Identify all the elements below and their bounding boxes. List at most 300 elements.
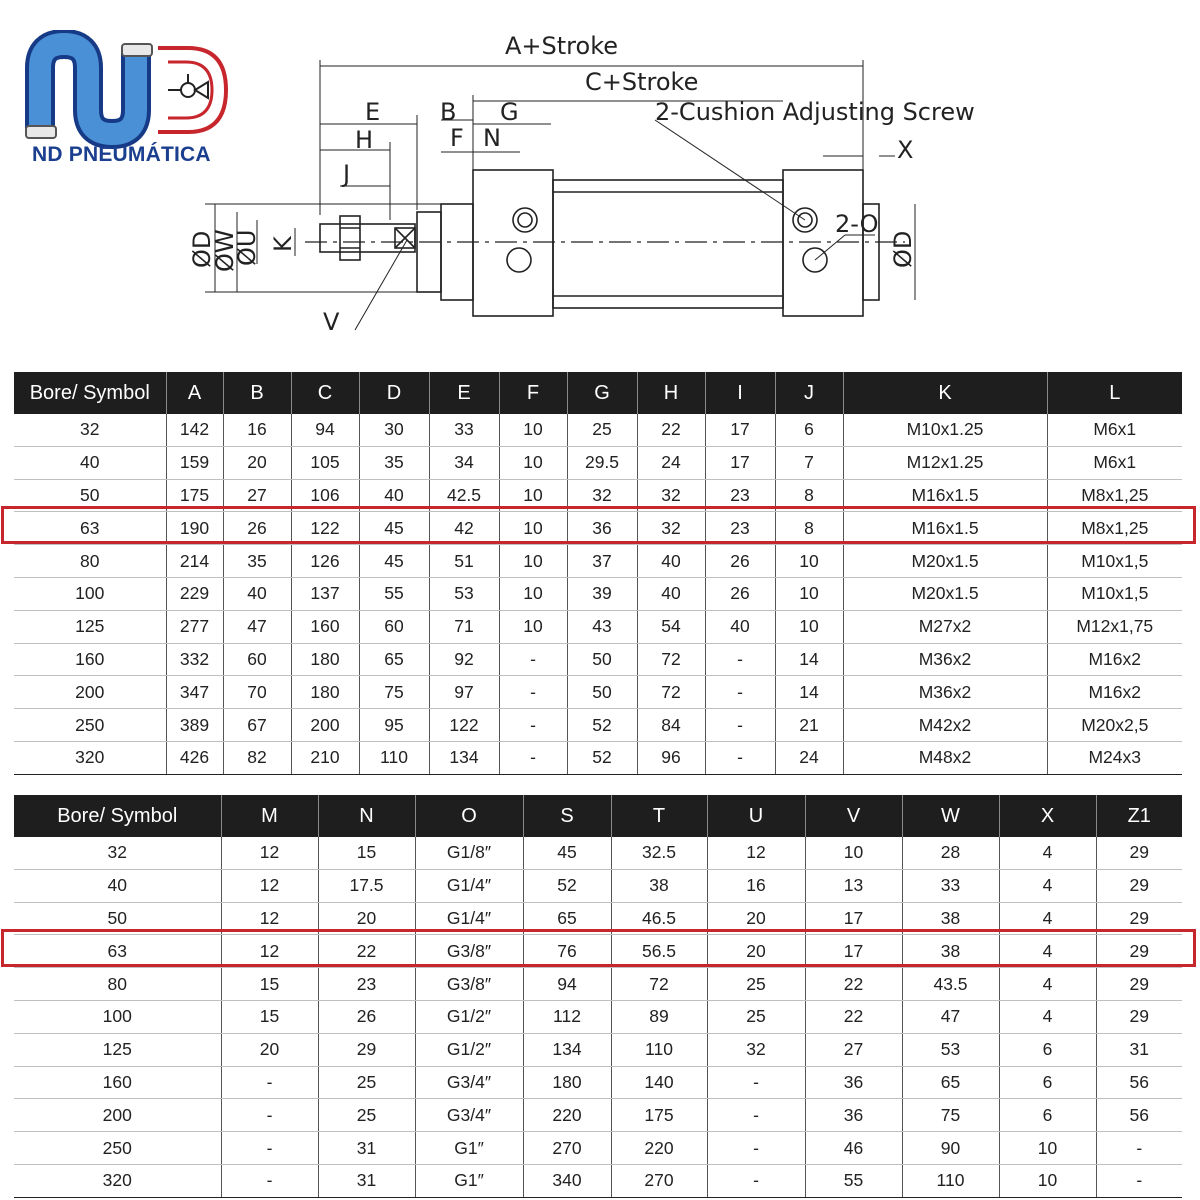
table-cell: 17.5 [318, 869, 415, 902]
table-cell: 100 [14, 577, 166, 610]
table-cell: 42 [429, 512, 499, 545]
table-cell: 94 [523, 968, 611, 1001]
table-cell: 17 [805, 935, 902, 968]
table-cell: 7 [775, 446, 843, 479]
table-cell: M6x1 [1047, 414, 1182, 446]
table-cell: 17 [805, 902, 902, 935]
table-cell: 32 [637, 512, 705, 545]
table-row [14, 968, 1182, 1001]
table-cell: 92 [429, 643, 499, 676]
table-cell: 40 [637, 577, 705, 610]
table-cell: 12 [221, 869, 318, 902]
table-cell: 15 [221, 1000, 318, 1033]
table-cell: M36x2 [843, 676, 1047, 709]
column-header: I [705, 372, 775, 414]
table-cell: 4 [999, 935, 1096, 968]
table-cell: 320 [14, 1164, 221, 1197]
table-row [14, 1164, 1182, 1197]
table-cell: 122 [291, 512, 359, 545]
table-cell: 110 [611, 1033, 707, 1066]
table-cell: 6 [999, 1099, 1096, 1132]
table-cell: 270 [611, 1164, 707, 1197]
table-cell: 80 [14, 968, 221, 1001]
table-cell: 29 [1096, 902, 1182, 935]
table-cell: 35 [359, 446, 429, 479]
table-cell: 31 [318, 1164, 415, 1197]
table-cell: 53 [902, 1033, 999, 1066]
table-cell: - [1096, 1132, 1182, 1165]
table-cell: 40 [14, 869, 221, 902]
table-cell: 10 [499, 545, 567, 578]
table-cell: 43 [567, 610, 637, 643]
table-cell: 32 [14, 414, 166, 446]
column-header: G [567, 372, 637, 414]
table-cell: 22 [637, 414, 705, 446]
table-cell: - [221, 1099, 318, 1132]
table-cell: M16x2 [1047, 643, 1182, 676]
column-header: M [221, 795, 318, 837]
table-cell: 200 [14, 1099, 221, 1132]
table-cell: 40 [637, 545, 705, 578]
table-cell: M6x1 [1047, 446, 1182, 479]
label-u: ØU [233, 229, 261, 266]
table-cell: 31 [1096, 1033, 1182, 1066]
table-cell: 33 [902, 869, 999, 902]
table-cell: G3/8″ [415, 968, 523, 1001]
table-cell: 29 [1096, 1000, 1182, 1033]
table-cell: 270 [523, 1132, 611, 1165]
table-cell: 4 [999, 837, 1096, 869]
table-cell: 40 [223, 577, 291, 610]
table-row [14, 837, 1182, 869]
table-cell: 31 [318, 1132, 415, 1165]
table-cell: 52 [567, 741, 637, 774]
table-cell: 4 [999, 902, 1096, 935]
table-cell: - [705, 676, 775, 709]
table-cell: - [221, 1164, 318, 1197]
table-cell: 32 [707, 1033, 805, 1066]
label-x: X [897, 136, 914, 164]
table-row [14, 512, 1182, 545]
table-cell: M20x1.5 [843, 577, 1047, 610]
label-g: G [500, 98, 519, 126]
table-cell: 100 [14, 1000, 221, 1033]
table-cell: G1/8″ [415, 837, 523, 869]
table-cell: 90 [902, 1132, 999, 1165]
table-cell: - [221, 1132, 318, 1165]
column-header: W [902, 795, 999, 837]
column-header: J [775, 372, 843, 414]
label-k: K [269, 236, 297, 252]
table-cell: 110 [902, 1164, 999, 1197]
table-cell: 65 [359, 643, 429, 676]
table-cell: 45 [523, 837, 611, 869]
table-cell: 25 [707, 1000, 805, 1033]
table-cell: 140 [611, 1066, 707, 1099]
table-cell: 34 [429, 446, 499, 479]
table-cell: 250 [14, 709, 166, 742]
table-cell: 29 [1096, 837, 1182, 869]
table-cell: G1/4″ [415, 869, 523, 902]
table-cell: M20x1.5 [843, 545, 1047, 578]
column-header: Bore/ Symbol [14, 372, 166, 414]
table-cell: 60 [359, 610, 429, 643]
table-cell: 426 [166, 741, 223, 774]
table-cell: 6 [999, 1066, 1096, 1099]
table-cell: 29 [1096, 935, 1182, 968]
table-cell: 389 [166, 709, 223, 742]
table-row [14, 741, 1182, 774]
table-cell: M16x1.5 [843, 479, 1047, 512]
table-header-row [14, 372, 1182, 414]
table-cell: 30 [359, 414, 429, 446]
table-cell: 22 [318, 935, 415, 968]
table-cell: 10 [775, 610, 843, 643]
table-cell: 15 [221, 968, 318, 1001]
table-cell: 32 [637, 479, 705, 512]
table-cell: - [705, 709, 775, 742]
table-cell: 142 [166, 414, 223, 446]
label-w: ØW [211, 229, 239, 272]
table-cell: 12 [707, 837, 805, 869]
table-row [14, 545, 1182, 578]
table-cell: 112 [523, 1000, 611, 1033]
label-h: H [355, 126, 374, 154]
table-cell: 200 [14, 676, 166, 709]
table-cell: 160 [291, 610, 359, 643]
label-c-stroke: C+Stroke [585, 68, 699, 96]
table-cell: 75 [359, 676, 429, 709]
table-cell: 36 [805, 1099, 902, 1132]
table-cell: M12x1.25 [843, 446, 1047, 479]
table-cell: 35 [223, 545, 291, 578]
table-cell: 180 [523, 1066, 611, 1099]
table-cell: 12 [221, 902, 318, 935]
table-cell: M36x2 [843, 643, 1047, 676]
table-cell: M10x1,5 [1047, 577, 1182, 610]
table-cell: 28 [902, 837, 999, 869]
table-cell: 250 [14, 1132, 221, 1165]
table-cell: 52 [523, 869, 611, 902]
table-cell: 134 [429, 741, 499, 774]
table-cell: 106 [291, 479, 359, 512]
table-cell: 190 [166, 512, 223, 545]
table-cell: 65 [523, 902, 611, 935]
table-cell: 125 [14, 1033, 221, 1066]
table-cell: 20 [221, 1033, 318, 1066]
table-cell: - [499, 643, 567, 676]
table-cell: 15 [318, 837, 415, 869]
table-cell: 25 [318, 1099, 415, 1132]
table-cell: 320 [14, 741, 166, 774]
table-cell: 67 [223, 709, 291, 742]
table-cell: 17 [705, 446, 775, 479]
column-header: D [359, 372, 429, 414]
table-cell: 60 [223, 643, 291, 676]
table-cell: 10 [499, 446, 567, 479]
table-cell: M24x3 [1047, 741, 1182, 774]
table-cell: 160 [14, 643, 166, 676]
table-cell: 71 [429, 610, 499, 643]
table-cell: 29 [1096, 869, 1182, 902]
table-cell: 137 [291, 577, 359, 610]
table-cell: 23 [705, 512, 775, 545]
table-cell: 200 [291, 709, 359, 742]
table-cell: 65 [902, 1066, 999, 1099]
table-cell: 6 [999, 1033, 1096, 1066]
table-cell: 20 [223, 446, 291, 479]
column-header: A [166, 372, 223, 414]
table-cell: 175 [611, 1099, 707, 1132]
table-cell: 10 [999, 1132, 1096, 1165]
column-header: K [843, 372, 1047, 414]
table-cell: M20x2,5 [1047, 709, 1182, 742]
column-header: U [707, 795, 805, 837]
table-cell: 8 [775, 479, 843, 512]
table-cell: 70 [223, 676, 291, 709]
table-cell: 27 [223, 479, 291, 512]
table-cell: 229 [166, 577, 223, 610]
table-cell: 38 [611, 869, 707, 902]
table-cell: G3/4″ [415, 1066, 523, 1099]
table-cell: 29 [1096, 968, 1182, 1001]
column-header: E [429, 372, 499, 414]
table-cell: - [707, 1099, 805, 1132]
table-cell: M10x1,5 [1047, 545, 1182, 578]
label-e: E [365, 98, 381, 126]
table-cell: 29.5 [567, 446, 637, 479]
column-header: N [318, 795, 415, 837]
table-cell: G1/2″ [415, 1033, 523, 1066]
table-row [14, 709, 1182, 742]
table-row [14, 643, 1182, 676]
table-cell: 25 [707, 968, 805, 1001]
table-cell: 89 [611, 1000, 707, 1033]
table-cell: 46 [805, 1132, 902, 1165]
table-cell: - [707, 1066, 805, 1099]
table-cell: 55 [805, 1164, 902, 1197]
label-n: N [483, 124, 501, 152]
table-cell: 4 [999, 968, 1096, 1001]
cylinder-dimension-drawing [185, 20, 1065, 350]
table-cell: 82 [223, 741, 291, 774]
table-cell: G1″ [415, 1164, 523, 1197]
table-row [14, 414, 1182, 446]
table-cell: 45 [359, 545, 429, 578]
table-cell: 16 [707, 869, 805, 902]
table-row [14, 479, 1182, 512]
table-cell: - [707, 1132, 805, 1165]
table-cell: 33 [429, 414, 499, 446]
table-cell: 10 [499, 577, 567, 610]
table-header-row [14, 795, 1182, 837]
table-cell: 80 [14, 545, 166, 578]
table-cell: 24 [637, 446, 705, 479]
table-cell: 122 [429, 709, 499, 742]
column-header: L [1047, 372, 1182, 414]
table-cell: 21 [775, 709, 843, 742]
dimensions-table-2 [14, 795, 1182, 1198]
table-cell: 210 [291, 741, 359, 774]
table-cell: - [705, 741, 775, 774]
table-cell: M12x1,75 [1047, 610, 1182, 643]
table-cell: 24 [775, 741, 843, 774]
table-row [14, 577, 1182, 610]
table-cell: 32 [14, 837, 221, 869]
table-cell: 56.5 [611, 935, 707, 968]
table-cell: 37 [567, 545, 637, 578]
table-cell: 4 [999, 1000, 1096, 1033]
table-row [14, 869, 1182, 902]
table-cell: 50 [567, 643, 637, 676]
dimensions-table-1 [14, 372, 1182, 775]
table-cell: 25 [567, 414, 637, 446]
table-cell: 27 [805, 1033, 902, 1066]
table-cell: M8x1,25 [1047, 512, 1182, 545]
column-header: X [999, 795, 1096, 837]
table-row [14, 1000, 1182, 1033]
table-cell: 55 [359, 577, 429, 610]
table-cell: 38 [902, 935, 999, 968]
table-cell: G1″ [415, 1132, 523, 1165]
table-cell: 84 [637, 709, 705, 742]
table-cell: - [707, 1164, 805, 1197]
table-cell: - [499, 709, 567, 742]
table-cell: - [705, 643, 775, 676]
label-a-stroke: A+Stroke [505, 32, 619, 60]
label-j: J [343, 160, 351, 188]
table-cell: 12 [221, 935, 318, 968]
table-cell: 14 [775, 676, 843, 709]
table-cell: 36 [805, 1066, 902, 1099]
table-row [14, 902, 1182, 935]
table-cell: 26 [318, 1000, 415, 1033]
column-header: F [499, 372, 567, 414]
table-cell: 50 [14, 479, 166, 512]
column-header: V [805, 795, 902, 837]
table-cell: 52 [567, 709, 637, 742]
table-cell: 40 [359, 479, 429, 512]
table-cell: 26 [705, 577, 775, 610]
table-cell: 10 [499, 610, 567, 643]
table-cell: - [499, 741, 567, 774]
table-cell: 10 [499, 479, 567, 512]
table-cell: 56 [1096, 1066, 1182, 1099]
table-cell: 46.5 [611, 902, 707, 935]
table-cell: 50 [567, 676, 637, 709]
table-cell: G3/4″ [415, 1099, 523, 1132]
table-cell: 25 [318, 1066, 415, 1099]
table-cell: 10 [499, 512, 567, 545]
table-cell: 126 [291, 545, 359, 578]
table-row [14, 1132, 1182, 1165]
table-cell: 10 [805, 837, 902, 869]
brand-name: ND PNEUMÁTICA [32, 143, 211, 166]
table-cell: 4 [999, 869, 1096, 902]
table-cell: 340 [523, 1164, 611, 1197]
table-cell: 134 [523, 1033, 611, 1066]
label-2-o: 2-O [835, 210, 879, 238]
table-cell: 17 [705, 414, 775, 446]
table-cell: M8x1,25 [1047, 479, 1182, 512]
column-header: Z1 [1096, 795, 1182, 837]
table-cell: 10 [999, 1164, 1096, 1197]
table-cell: 13 [805, 869, 902, 902]
table-cell: G1/2″ [415, 1000, 523, 1033]
table-cell: 40 [14, 446, 166, 479]
table-cell: 32 [567, 479, 637, 512]
table-cell: 220 [523, 1099, 611, 1132]
table-cell: M16x2 [1047, 676, 1182, 709]
table-cell: 42.5 [429, 479, 499, 512]
table-cell: 39 [567, 577, 637, 610]
table-cell: 22 [805, 1000, 902, 1033]
table-cell: 56 [1096, 1099, 1182, 1132]
table-cell: 20 [318, 902, 415, 935]
table-cell: 125 [14, 610, 166, 643]
label-f: F [450, 124, 464, 152]
table-cell: 76 [523, 935, 611, 968]
table-cell: 26 [223, 512, 291, 545]
table-cell: 175 [166, 479, 223, 512]
table-cell: 47 [902, 1000, 999, 1033]
column-header: Bore/ Symbol [14, 795, 221, 837]
table-cell: 47 [223, 610, 291, 643]
column-header: T [611, 795, 707, 837]
table-cell: 96 [637, 741, 705, 774]
table-cell: M16x1.5 [843, 512, 1047, 545]
table-cell: 10 [499, 414, 567, 446]
table-cell: - [499, 676, 567, 709]
table-cell: 50 [14, 902, 221, 935]
label-v: V [323, 308, 340, 336]
column-header: H [637, 372, 705, 414]
table-cell: 160 [14, 1066, 221, 1099]
table-cell: 347 [166, 676, 223, 709]
table-cell: M48x2 [843, 741, 1047, 774]
table-cell: 180 [291, 643, 359, 676]
table-cell: M42x2 [843, 709, 1047, 742]
table-cell: 29 [318, 1033, 415, 1066]
table-cell: 105 [291, 446, 359, 479]
table-cell: 220 [611, 1132, 707, 1165]
label-d-left: ØD [188, 230, 216, 268]
table-cell: 14 [775, 643, 843, 676]
table-cell: - [1096, 1164, 1182, 1197]
table-row [14, 1033, 1182, 1066]
column-header: B [223, 372, 291, 414]
table-cell: 277 [166, 610, 223, 643]
table-cell: 72 [637, 643, 705, 676]
table-row [14, 935, 1182, 968]
table-cell: 45 [359, 512, 429, 545]
table-cell: 10 [775, 577, 843, 610]
table-cell: 214 [166, 545, 223, 578]
table-cell: 75 [902, 1099, 999, 1132]
label-cushion-screw: 2-Cushion Adjusting Screw [655, 98, 975, 126]
table-cell: 180 [291, 676, 359, 709]
table-cell: 63 [14, 512, 166, 545]
table-cell: 23 [705, 479, 775, 512]
table-cell: 22 [805, 968, 902, 1001]
column-header: S [523, 795, 611, 837]
column-header: O [415, 795, 523, 837]
table-cell: 36 [567, 512, 637, 545]
table-cell: 94 [291, 414, 359, 446]
table-cell: 38 [902, 902, 999, 935]
table-row [14, 1066, 1182, 1099]
table-cell: 159 [166, 446, 223, 479]
